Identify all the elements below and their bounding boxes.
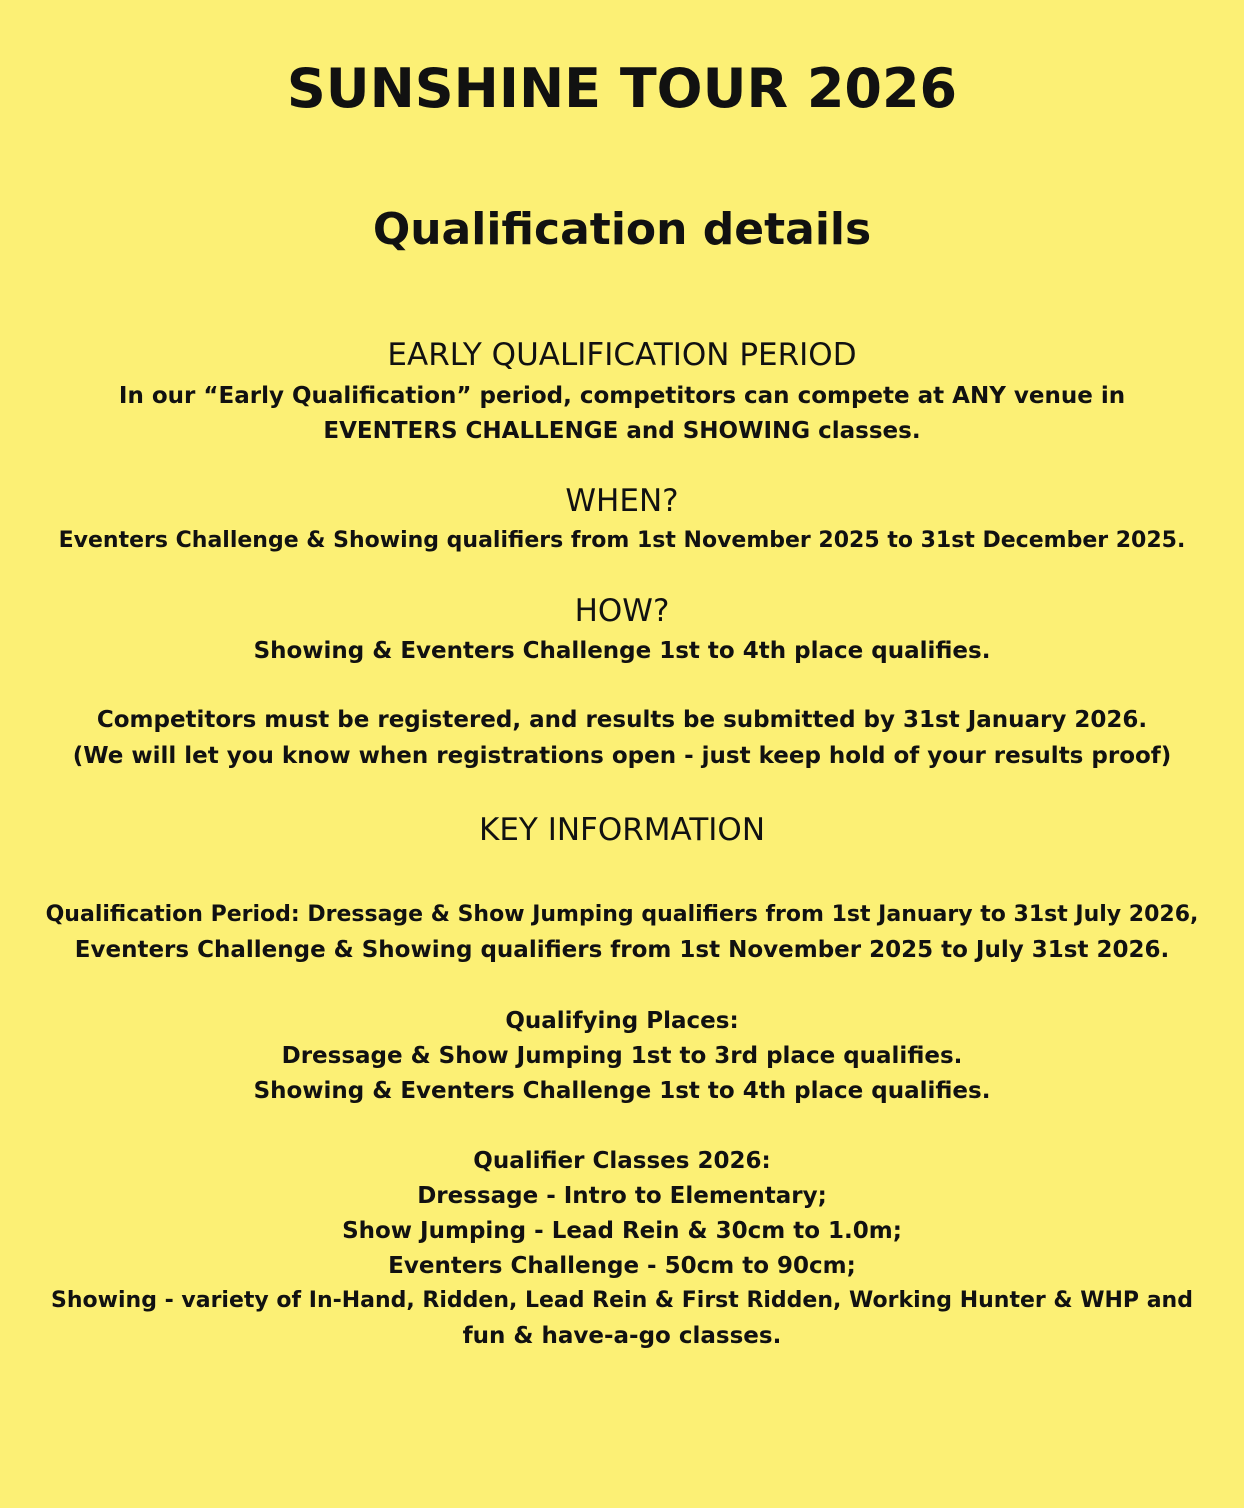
how-heading: HOW? <box>574 593 670 629</box>
qualifier-class-line: fun & have-a-go classes. <box>462 1323 782 1349</box>
qualifier-class-line: Dressage - Intro to Elementary; <box>417 1183 827 1209</box>
page-subtitle: Qualification details <box>372 204 872 255</box>
early-period-heading: EARLY QUALIFICATION PERIOD <box>387 337 857 373</box>
qualifier-class-line: Eventers Challenge - 50cm to 90cm; <box>388 1253 856 1279</box>
qualifying-places-line: Dressage & Show Jumping 1st to 3rd place qualifies. <box>281 1043 963 1069</box>
registration-text-line: Competitors must be registered, and results be submitted by 31st January 2026. <box>96 707 1148 733</box>
qualifying-places-line: Showing & Eventers Challenge 1st to 4th place qualifies. <box>253 1078 991 1104</box>
page-title: SUNSHINE TOUR 2026 <box>286 57 958 120</box>
registration-note-line: (We will let you know when registrations open - just keep hold of your results proof) <box>72 743 1172 769</box>
when-text-line: Eventers Challenge & Showing qualifiers from 1st November 2025 to 31st December 2025. <box>58 528 1186 553</box>
qualifying-places-heading: Qualifying Places: <box>505 1008 739 1034</box>
early-period-text-line: EVENTERS CHALLENGE and SHOWING classes. <box>323 418 921 444</box>
qualification-period-line: Qualification Period: Dressage & Show Jumping qualifiers from 1st January to 31st July 2026, <box>45 902 1199 927</box>
how-text-line: Showing & Eventers Challenge 1st to 4th place qualifies. <box>253 638 991 664</box>
qualifier-class-line: Show Jumping - Lead Rein & 30cm to 1.0m; <box>342 1218 902 1244</box>
when-heading: WHEN? <box>565 483 679 519</box>
key-information-heading: KEY INFORMATION <box>478 812 766 848</box>
qualifier-class-line: Showing - variety of In-Hand, Ridden, Lead Rein & First Ridden, Working Hunter & WHP and <box>51 1288 1193 1313</box>
qualifier-classes-heading: Qualifier Classes 2026: <box>473 1148 771 1174</box>
early-period-text-line: In our “Early Qualification” period, competitors can compete at ANY venue in <box>118 383 1126 409</box>
qualification-period-line: Eventers Challenge & Showing qualifiers from 1st November 2025 to July 31st 2026. <box>74 937 1170 963</box>
